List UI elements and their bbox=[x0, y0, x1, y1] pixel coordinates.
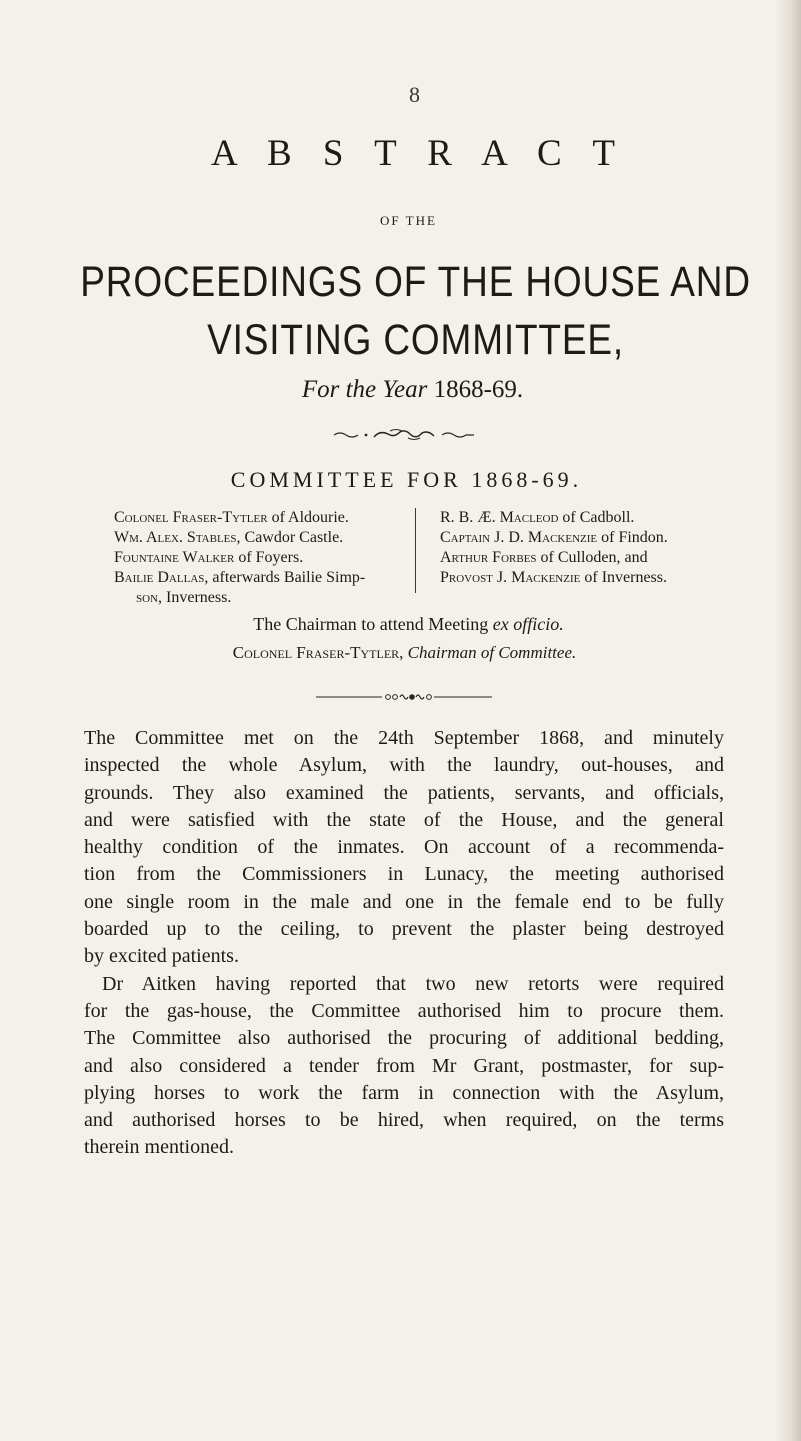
member-detail: of Foyers. bbox=[234, 549, 304, 566]
member-entry bbox=[440, 548, 801, 568]
member-detail: of Culloden, and bbox=[536, 549, 648, 566]
paragraph-1 bbox=[84, 725, 724, 971]
member-detail: of Cadboll. bbox=[558, 509, 635, 526]
chair-note-text: The Chairman to attend Meeting bbox=[253, 614, 489, 634]
member-entry bbox=[440, 568, 801, 588]
text-line: The Committee also authorised the procuring of additional bedding, bbox=[84, 1027, 724, 1050]
page-number: 8 bbox=[409, 82, 420, 107]
text-line: Dr Aitken having reported that two new retorts were required bbox=[102, 972, 724, 995]
member-name: Wm. Alex. Stables bbox=[114, 529, 237, 546]
text-line: therein mentioned. bbox=[84, 1136, 234, 1159]
text-line: healthy condition of the inmates. On account of a recommenda- bbox=[84, 836, 724, 859]
member-name: Captain J. D. Mackenzie bbox=[440, 529, 598, 546]
member-name: Arthur Forbes bbox=[440, 549, 537, 566]
committee-list-right bbox=[415, 508, 801, 593]
text-line: and authorised horses to be hired, when required, on the terms bbox=[84, 1109, 724, 1132]
section-divider-icon bbox=[316, 692, 492, 702]
member-detail: , afterwards Bailie Simp- bbox=[204, 569, 366, 586]
text-line: plying horses to work the farm in connection with the Asylum, bbox=[84, 1081, 724, 1104]
text-line: tion from the Commissioners in Lunacy, the meeting authorised bbox=[84, 863, 724, 886]
member-name: Provost J. Mackenzie bbox=[440, 569, 581, 586]
member-entry-continuation bbox=[114, 588, 404, 608]
chairman-line bbox=[0, 643, 801, 663]
main-title-line-2: VISITING COMMITTEE, bbox=[207, 316, 625, 364]
chairman-role: Chairman of Committee. bbox=[407, 643, 577, 662]
member-entry bbox=[440, 528, 801, 548]
member-name: Fountaine Walker bbox=[114, 549, 235, 566]
committee-list-left bbox=[114, 508, 404, 608]
main-title bbox=[57, 253, 760, 369]
member-entry bbox=[440, 508, 801, 528]
member-detail: , Inverness. bbox=[158, 589, 232, 606]
member-name: Bailie Dallas bbox=[114, 569, 205, 586]
member-entry bbox=[114, 548, 404, 568]
paragraph-2 bbox=[84, 971, 724, 1162]
chair-note-latin: ex officio. bbox=[492, 614, 564, 634]
text-line: one single room in the male and one in the female end to be fully bbox=[84, 890, 724, 913]
member-detail: of Aldourie. bbox=[267, 509, 349, 526]
chairman-attendance-note bbox=[0, 614, 801, 635]
text-line: for the gas-house, the Committee authorised him to procure them. bbox=[84, 999, 724, 1022]
member-detail: , Cawdor Castle. bbox=[236, 529, 344, 546]
text-line: The Committee met on the 24th September 1868, and minutely bbox=[84, 727, 724, 749]
text-line: and also considered a tender from Mr Grant, postmaster, for sup- bbox=[84, 1054, 724, 1077]
member-detail: of Inverness. bbox=[580, 569, 667, 586]
text-line: and were satisfied with the state of the House, and the general bbox=[84, 808, 724, 831]
member-entry bbox=[114, 508, 404, 528]
text-line: grounds. They also examined the patients, servants, and officials, bbox=[84, 781, 724, 804]
member-entry bbox=[114, 528, 404, 548]
committee-heading: COMMITTEE FOR 1868-69. bbox=[230, 467, 583, 492]
chairman-name: Colonel Fraser-Tytler, bbox=[232, 643, 404, 662]
member-name: son bbox=[136, 589, 159, 606]
main-title-line-1: PROCEEDINGS OF THE HOUSE AND bbox=[80, 258, 751, 306]
member-name: Colonel Fraser-Tytler bbox=[114, 509, 268, 526]
of-the-subheading: OF THE bbox=[380, 213, 437, 228]
abstract-title: A B S T R A C T bbox=[211, 133, 626, 174]
text-line: inspected the whole Asylum, with the laundry, out-houses, and bbox=[84, 754, 724, 777]
text-line: by excited patients. bbox=[84, 945, 239, 968]
year-line bbox=[0, 376, 801, 404]
member-name: R. B. Æ. Macleod bbox=[440, 509, 559, 526]
member-detail: of Findon. bbox=[597, 529, 668, 546]
text-line: boarded up to the ceiling, to prevent the plaster being destroyed bbox=[84, 918, 724, 941]
ornament-icon bbox=[330, 428, 480, 442]
member-entry bbox=[114, 568, 404, 588]
proceedings-body bbox=[84, 725, 724, 1162]
year-prefix: For the Year bbox=[301, 376, 428, 403]
year-value: 1868-69. bbox=[433, 376, 524, 403]
